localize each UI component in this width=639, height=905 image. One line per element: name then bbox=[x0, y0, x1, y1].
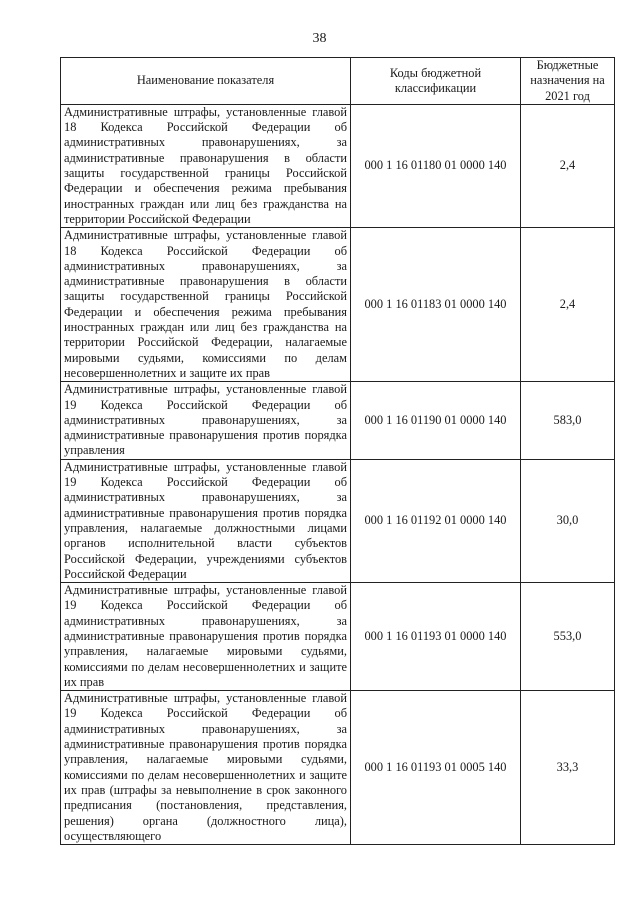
allocation-value-cell: 583,0 bbox=[521, 382, 615, 459]
indicator-name-cell: Административные штрафы, установленные главой 19 Кодекса Российской Федерации об административных правонарушениях, за административные правонарушения против порядка управления, налагаемые должностными лицами органов исполнительной власти субъектов Российской Федерации, учреждениями субъектов Российской Федерации bbox=[61, 459, 351, 582]
indicator-name-cell: Административные штрафы, установленные главой 19 Кодекса Российской Федерации об административных правонарушениях, за административные правонарушения против порядка управления bbox=[61, 382, 351, 459]
table-row bbox=[61, 382, 615, 459]
budget-code-cell: 000 1 16 01193 01 0005 140 bbox=[351, 691, 521, 845]
budget-code-cell: 000 1 16 01193 01 0000 140 bbox=[351, 583, 521, 691]
table-row bbox=[61, 459, 615, 582]
indicator-name-cell: Административные штрафы, установленные главой 19 Кодекса Российской Федерации об административных правонарушениях, за административные правонарушения против порядка управления, налагаемые мировыми судьями, комиссиями по делам несовершеннолетних и защите их прав bbox=[61, 583, 351, 691]
table-row bbox=[61, 583, 615, 691]
table-row bbox=[61, 228, 615, 382]
budget-code-cell: 000 1 16 01180 01 0000 140 bbox=[351, 104, 521, 227]
budget-code-cell: 000 1 16 01192 01 0000 140 bbox=[351, 459, 521, 582]
table-header-row bbox=[61, 58, 615, 105]
budget-code-cell: 000 1 16 01190 01 0000 140 bbox=[351, 382, 521, 459]
allocation-value-cell: 2,4 bbox=[521, 228, 615, 382]
indicator-name-cell: Административные штрафы, установленные главой 19 Кодекса Российской Федерации об административных правонарушениях, за административные правонарушения против порядка управления, налагаемые мировыми судьями, комиссиями по делам несовершеннолетних и защите их прав (штрафы за невыполнение в срок законного предписания (постановления, представления, решения) органа (должностного лица), осуществляющего bbox=[61, 691, 351, 845]
table-row bbox=[61, 104, 615, 227]
allocation-value-cell: 553,0 bbox=[521, 583, 615, 691]
budget-table bbox=[60, 57, 615, 845]
page-number: 38 bbox=[312, 31, 327, 46]
allocation-value-cell: 30,0 bbox=[521, 459, 615, 582]
indicator-name-cell: Административные штрафы, установленные главой 18 Кодекса Российской Федерации об административных правонарушениях, за административные правонарушения в области защиты государственной границы Российской Федерации и обеспечения режима пребывания иностранных граждан или лиц без гражданства на территории Российской Федерации, налагаемые мировыми судьями, комиссиями по делам несовершеннолетних и защите их прав bbox=[61, 228, 351, 382]
indicator-name-cell: Административные штрафы, установленные главой 18 Кодекса Российской Федерации об административных правонарушениях, за административные правонарушения в области защиты государственной границы Российской Федерации и обеспечения режима пребывания иностранных граждан или лиц без гражданства на территории Российской Федерации bbox=[61, 104, 351, 227]
budget-code-cell: 000 1 16 01183 01 0000 140 bbox=[351, 228, 521, 382]
header-budget-allocation: Бюджетные назначения на 2021 год bbox=[521, 58, 615, 105]
header-budget-code: Коды бюджетной классификации bbox=[351, 58, 521, 105]
header-indicator-name: Наименование показателя bbox=[61, 58, 351, 105]
allocation-value-cell: 33,3 bbox=[521, 691, 615, 845]
allocation-value-cell: 2,4 bbox=[521, 104, 615, 227]
table-row bbox=[61, 691, 615, 845]
